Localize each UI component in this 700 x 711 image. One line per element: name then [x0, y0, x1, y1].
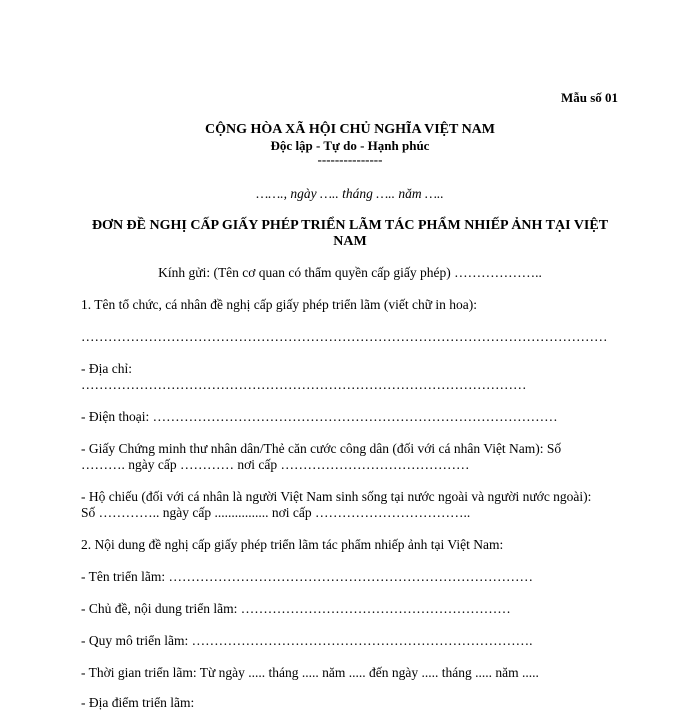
exhibition-theme-field: - Chủ đề, nội dung triển lãm: …………………………………………………… [81, 601, 511, 616]
section-1-heading: 1. Tên tổ chức, cá nhân đề nghị cấp giấy phép triển lãm (viết chữ in hoa): [81, 297, 478, 312]
nation-heading: CỘNG HÒA XÃ HỘI CHỦ NGHĨA VIỆT NAM [204, 122, 495, 137]
header-separator: --------------- [317, 152, 383, 167]
exhibition-venue-field: - Địa điểm triển lãm: [81, 695, 195, 710]
passport-line-2: Số ………….. ngày cấp ................ nơi cấp …………………………….. [81, 505, 471, 520]
document-title-line-2: NAM [333, 234, 367, 249]
form-number: Mẫu số 01 [560, 90, 618, 105]
id-card-line-2: ………. ngày cấp ………… nơi cấp …………………………………… [81, 457, 470, 472]
exhibition-name-field: - Tên triển lãm: ……………………………………………………………………… [81, 569, 533, 584]
id-card-line-1: - Giấy Chứng minh thư nhân dân/Thẻ căn cước công dân (đối với cá nhân Việt Nam): Số [81, 441, 562, 456]
motto: Độc lập - Tự do - Hạnh phúc [270, 138, 430, 153]
document-title-line-1: ĐƠN ĐỀ NGHỊ CẤP GIẤY PHÉP TRIỂN LÃM TÁC PHẨM NHIẾP ẢNH TẠI VIỆT [91, 218, 609, 233]
exhibition-time-field: - Thời gian triển lãm: Từ ngày ..... tháng ..... năm ..... đến ngày ..... tháng ..... năm ..... [81, 665, 539, 680]
passport-line-1: - Hộ chiếu (đối với cá nhân là người Việt Nam sinh sống tại nước ngoài và người nước ngoài): [81, 489, 592, 504]
date-line: ……., ngày ….. tháng ….. năm ….. [256, 186, 444, 201]
phone-field: - Điện thoại: ……………………………………………………………………………… [81, 409, 558, 424]
applicant-name-field: ……………………………………………………………………………………………………… [81, 329, 608, 344]
recipient-line: Kính gửi: (Tên cơ quan có thẩm quyền cấp giấy phép) ……………….. [158, 265, 542, 280]
exhibition-scale-field: - Quy mô triển lãm: …………………………………………………………………. [81, 633, 533, 648]
section-2-heading: 2. Nội dung đề nghị cấp giấy phép triển lãm tác phẩm nhiếp ảnh tại Việt Nam: [81, 537, 504, 552]
address-field: ……………………………………………………………………………………… [81, 377, 527, 392]
address-label: - Địa chỉ: [81, 361, 132, 376]
